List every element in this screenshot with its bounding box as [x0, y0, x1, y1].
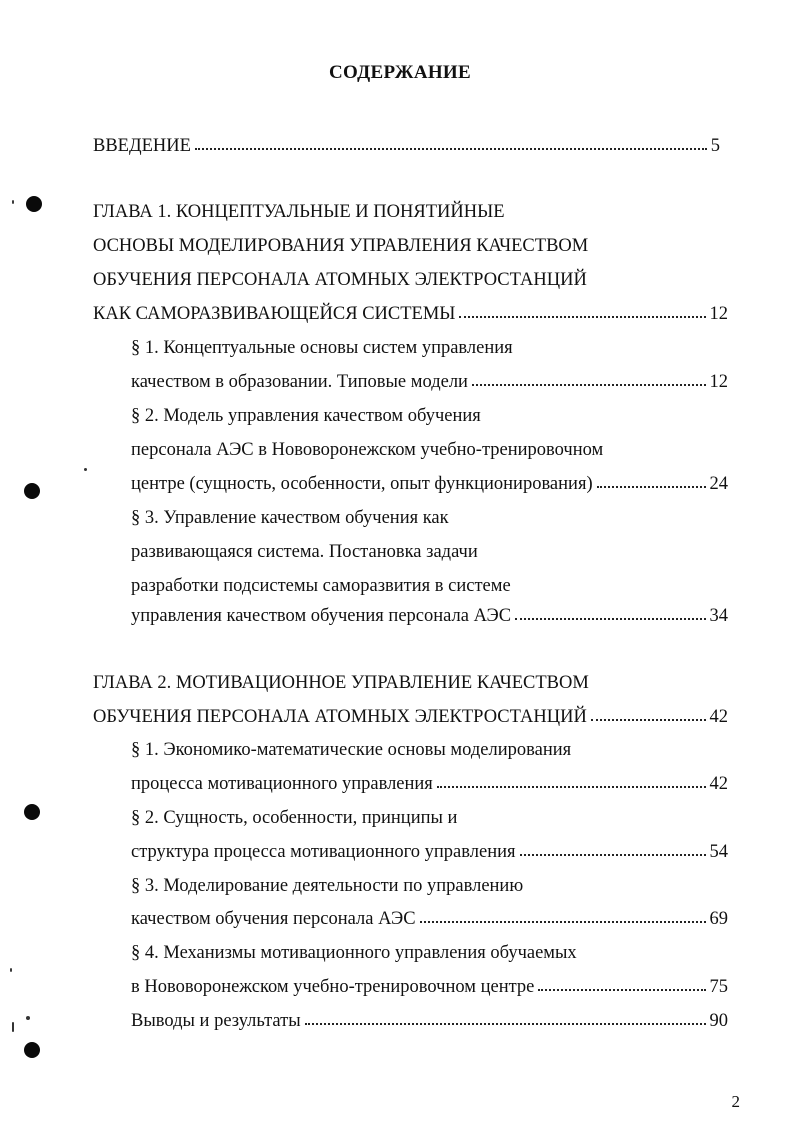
toc-page-number: 24: [709, 474, 728, 494]
toc-entry-ch2-section-3[interactable]: [131, 907, 728, 931]
dot-leader: [597, 473, 706, 489]
toc-page-number: 54: [709, 842, 728, 862]
dot-leader: [459, 303, 705, 319]
dot-leader: [305, 1010, 706, 1026]
toc-entry-text: процесса мотивационного управления: [131, 774, 433, 794]
toc-entry-ch1-section-1[interactable]: [131, 370, 728, 394]
toc-entry-ch2-section-1[interactable]: [131, 772, 728, 796]
toc-entry-text: ВВЕДЕНИЕ: [93, 136, 191, 156]
section-line: § 4. Механизмы мотивационного управления обучаемых: [131, 943, 577, 963]
dot-leader: [520, 841, 706, 857]
toc-entry-ch1-section-3[interactable]: [131, 604, 728, 628]
toc-page-number: 75: [709, 977, 728, 997]
toc-page-number: 5: [710, 136, 720, 156]
toc-entry-chapter-1[interactable]: [93, 302, 728, 326]
toc-page-number: 34: [709, 606, 728, 626]
toc-page-number: 42: [709, 774, 728, 794]
toc-entry-text: ОБУЧЕНИЯ ПЕРСОНАЛА АТОМНЫХ ЭЛЕКТРОСТАНЦИЙ: [93, 707, 587, 727]
section-line: развивающаяся система. Постановка задачи: [131, 542, 478, 562]
chapter-heading-line: ГЛАВА 2. МОТИВАЦИОННОЕ УПРАВЛЕНИЕ КАЧЕСТВОМ: [93, 673, 589, 693]
toc-page-number: 90: [709, 1011, 728, 1031]
page-number: 2: [731, 1092, 740, 1111]
punch-hole: [26, 196, 42, 212]
punch-hole: [24, 1042, 40, 1058]
scan-speck: [12, 1022, 14, 1032]
toc-page-number: 69: [709, 909, 728, 929]
dot-leader: [591, 706, 706, 722]
section-line: § 1. Экономико-математические основы моделирования: [131, 740, 572, 760]
scan-speck: [26, 1016, 30, 1020]
dot-leader: [437, 773, 706, 789]
toc-entry-text: структура процесса мотивационного управления: [131, 842, 516, 862]
toc-entry-text: в Нововоронежском учебно-тренировочном центре: [131, 977, 535, 997]
chapter-heading-line: ОСНОВЫ МОДЕЛИРОВАНИЯ УПРАВЛЕНИЯ КАЧЕСТВОМ: [93, 236, 589, 256]
toc-entry-text: качеством в образовании. Типовые модели: [131, 372, 468, 392]
toc-entry-introduction[interactable]: [93, 134, 720, 158]
dot-leader: [195, 135, 707, 151]
toc-entry-text: управления качеством обучения персонала АЭС: [131, 606, 512, 626]
toc-entry-ch1-section-2[interactable]: [131, 472, 728, 496]
section-line: § 2. Сущность, особенности, принципы и: [131, 808, 458, 828]
dot-leader: [515, 605, 705, 621]
punch-hole: [24, 483, 40, 499]
section-line: персонала АЭС в Нововоронежском учебно-тренировочном: [131, 440, 604, 460]
scan-speck: [10, 968, 12, 972]
toc-entry-text: Выводы и результаты: [131, 1011, 301, 1031]
section-line: § 3. Моделирование деятельности по управлению: [131, 876, 524, 896]
section-line: § 3. Управление качеством обучения как: [131, 508, 449, 528]
section-line: § 1. Концептуальные основы систем управления: [131, 338, 513, 358]
toc-entry-ch2-section-2[interactable]: [131, 840, 728, 864]
page-title: СОДЕРЖАНИЕ: [329, 62, 471, 83]
punch-hole: [24, 804, 40, 820]
toc-page-number: 42: [709, 707, 728, 727]
section-line: разработки подсистемы саморазвития в системе: [131, 576, 511, 596]
dot-leader: [472, 371, 706, 387]
chapter-heading-line: ГЛАВА 1. КОНЦЕПТУАЛЬНЫЕ И ПОНЯТИЙНЫЕ: [93, 202, 505, 222]
toc-page-number: 12: [709, 304, 728, 324]
toc-entry-text: качеством обучения персонала АЭС: [131, 909, 416, 929]
dot-leader: [420, 908, 706, 924]
section-line: § 2. Модель управления качеством обучения: [131, 406, 481, 426]
toc-entry-ch2-section-4[interactable]: [131, 975, 728, 999]
toc-entry-text: КАК САМОРАЗВИВАЮЩЕЙСЯ СИСТЕМЫ: [93, 304, 456, 324]
toc-page-number: 12: [709, 372, 728, 392]
scan-speck: [84, 468, 87, 471]
toc-entry-text: центре (сущность, особенности, опыт функционирования): [131, 474, 593, 494]
chapter-heading-line: ОБУЧЕНИЯ ПЕРСОНАЛА АТОМНЫХ ЭЛЕКТРОСТАНЦИЙ: [93, 270, 587, 290]
dot-leader: [538, 976, 705, 992]
toc-entry-chapter-2[interactable]: [93, 705, 728, 729]
scan-speck: [12, 200, 14, 204]
toc-entry-conclusions[interactable]: [131, 1009, 728, 1033]
